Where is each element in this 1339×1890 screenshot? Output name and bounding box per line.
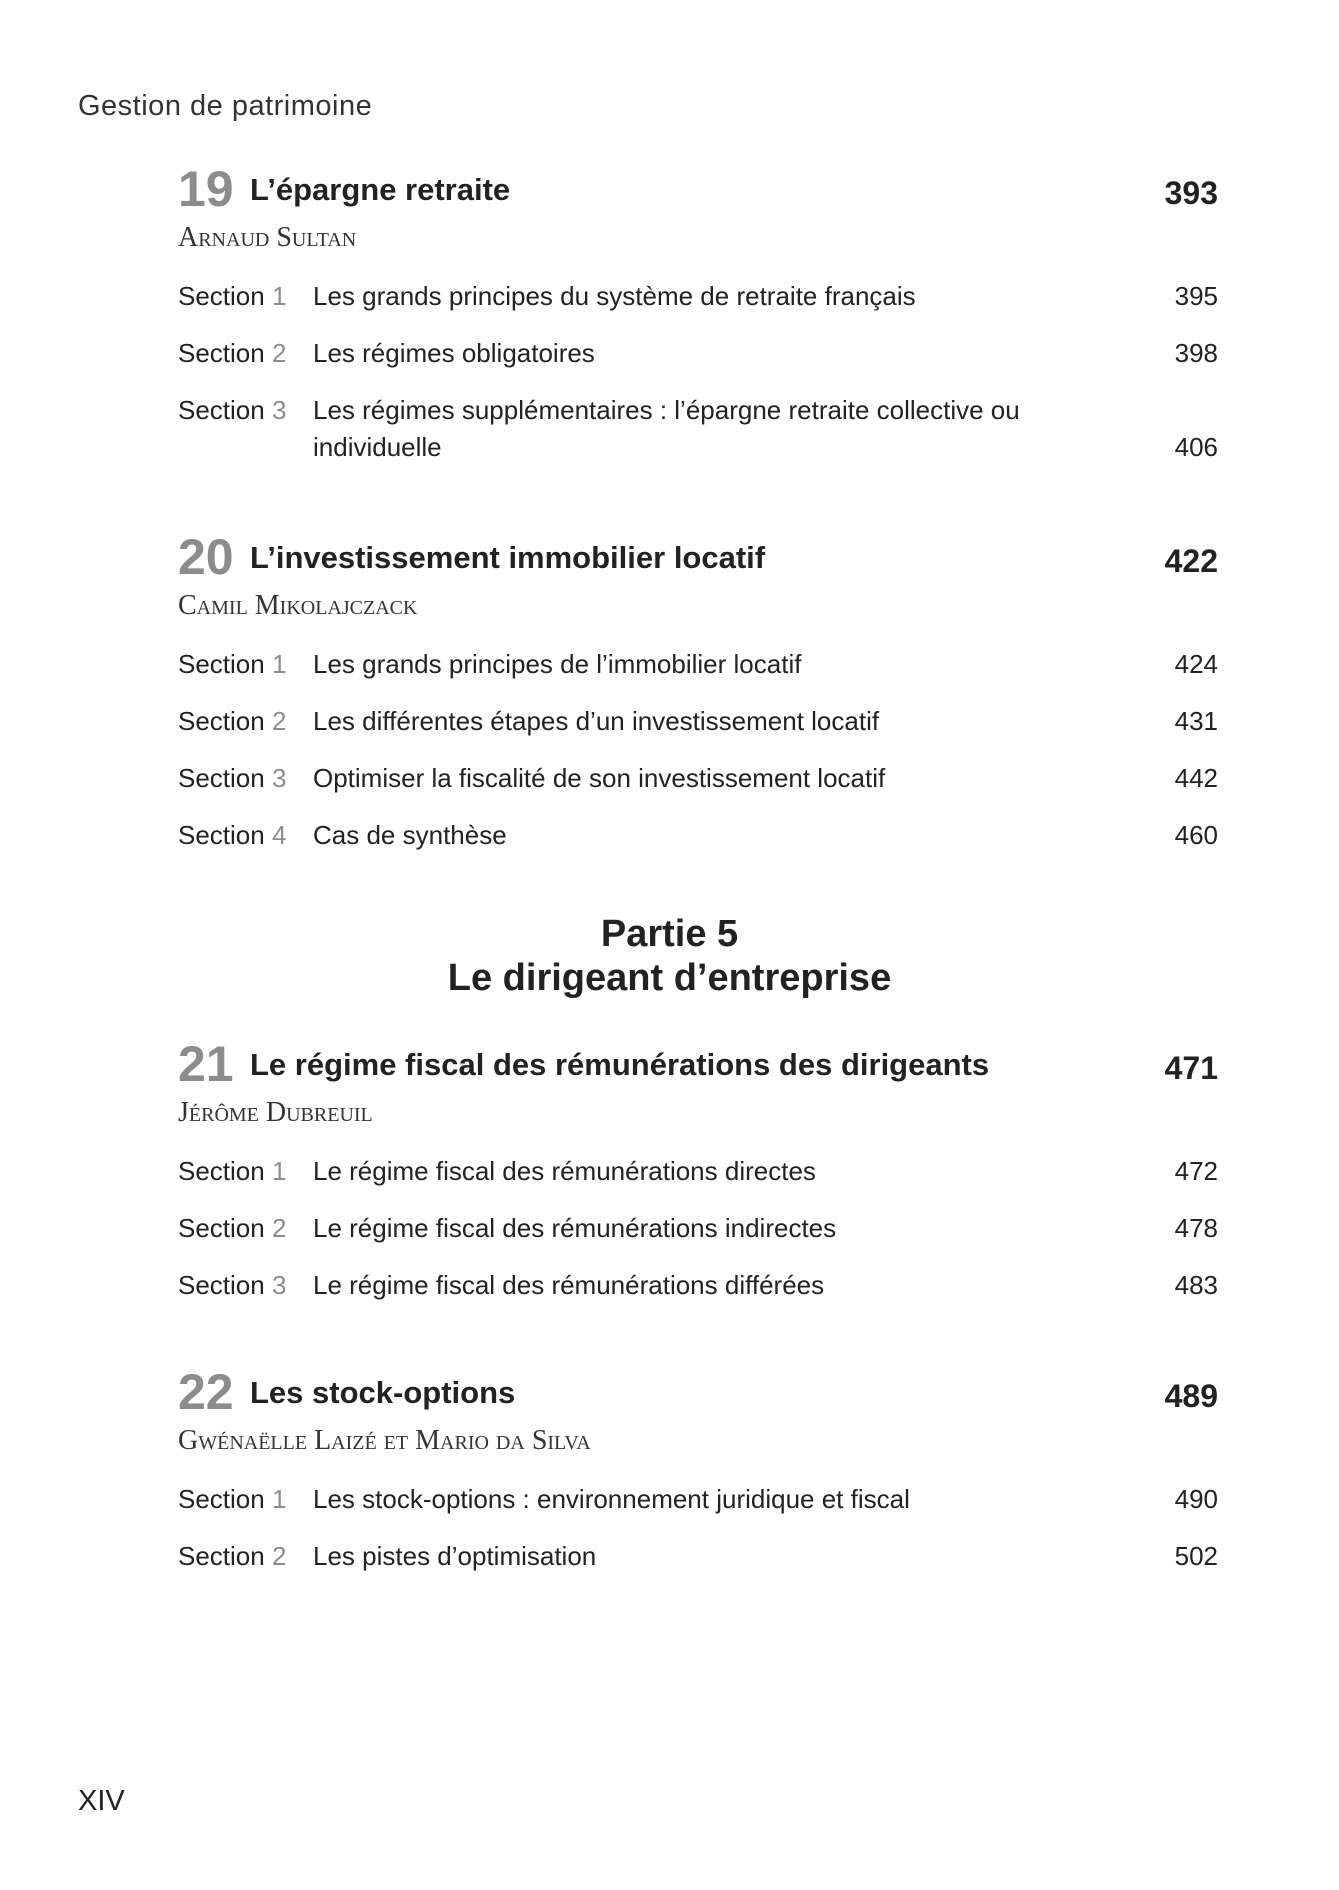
section-page-number: 398	[1174, 338, 1218, 368]
running-head: Gestion de patrimoine	[78, 90, 373, 122]
section-entry[interactable]	[178, 817, 1218, 854]
chapter-author: Arnaud Sultan	[178, 222, 357, 253]
chapter-title[interactable]: Le régime fiscal des rémunérations des dirigeants	[250, 1047, 990, 1082]
part-heading	[0, 912, 1339, 1000]
chapter-title[interactable]: L’épargne retraite	[250, 172, 511, 207]
chapter-title[interactable]: Les stock-options	[250, 1375, 516, 1410]
chapter-heading	[178, 160, 1218, 216]
section-page-number: 460	[1174, 820, 1218, 850]
section-page-number: 424	[1174, 649, 1218, 679]
section-title: Les régimes obligatoires	[313, 338, 595, 368]
page-folio: XIV	[78, 1785, 125, 1817]
section-title: Le régime fiscal des rémunérations directes	[313, 1156, 816, 1186]
section-entry[interactable]	[178, 278, 1218, 315]
section-entry[interactable]	[178, 335, 1218, 372]
chapter-number: 19	[178, 161, 234, 217]
chapter-page-number: 471	[1164, 1050, 1218, 1086]
section-label: Section 3	[178, 1270, 287, 1300]
chapter-author: Gwénaëlle Laizé et Mario da Silva	[178, 1425, 591, 1456]
section-page-number: 490	[1174, 1484, 1218, 1514]
chapter-page-number: 422	[1164, 543, 1218, 579]
section-entry[interactable]	[178, 1267, 1218, 1304]
section-label: Section 1	[178, 649, 287, 679]
chapter-heading	[178, 528, 1218, 584]
section-entry[interactable]	[178, 760, 1218, 797]
section-page-number: 483	[1174, 1270, 1218, 1300]
section-page-number: 442	[1174, 763, 1218, 793]
chapter-number: 20	[178, 529, 234, 585]
section-page-number: 406	[1174, 432, 1218, 462]
section-label: Section 3	[178, 763, 287, 793]
section-title: Les grands principes de l’immobilier locatif	[313, 649, 802, 679]
section-title: Les pistes d’optimisation	[313, 1541, 597, 1571]
section-entry[interactable]	[178, 703, 1218, 740]
section-page-number: 431	[1174, 706, 1218, 736]
section-label: Section 2	[178, 1213, 287, 1243]
chapter-20	[178, 528, 1218, 854]
section-entry[interactable]	[178, 1538, 1218, 1575]
chapter-page-number: 393	[1164, 175, 1218, 211]
section-page-number: 502	[1174, 1541, 1218, 1571]
section-title: Le régime fiscal des rémunérations différées	[313, 1270, 825, 1300]
chapter-number: 21	[178, 1036, 234, 1092]
chapter-author: Jérôme Dubreuil	[178, 1097, 373, 1128]
part-title: Le dirigeant d’entreprise	[447, 957, 892, 999]
section-title: Le régime fiscal des rémunérations indirectes	[313, 1213, 837, 1243]
chapter-19	[178, 160, 1218, 466]
section-label: Section 2	[178, 338, 287, 368]
section-label: Section 1	[178, 281, 287, 311]
section-label: Section 3	[178, 395, 287, 425]
section-page-number: 472	[1174, 1156, 1218, 1186]
section-title: Les grands principes du système de retraite français	[313, 281, 916, 311]
section-page-number: 395	[1174, 281, 1218, 311]
section-page-number: 478	[1174, 1213, 1218, 1243]
section-title: Optimiser la fiscalité de son investissement locatif	[313, 763, 886, 793]
section-title: Les stock-options : environnement juridique et fiscal	[313, 1484, 910, 1514]
section-entry[interactable]	[178, 1481, 1218, 1518]
chapter-22	[178, 1363, 1218, 1575]
chapter-title[interactable]: L’investissement immobilier locatif	[250, 540, 766, 575]
section-label: Section 2	[178, 1541, 287, 1571]
chapter-heading	[178, 1363, 1218, 1419]
section-label: Section 1	[178, 1484, 287, 1514]
section-entry[interactable]	[178, 392, 1218, 466]
chapter-number: 22	[178, 1364, 234, 1420]
section-entry[interactable]	[178, 1153, 1218, 1190]
section-entry[interactable]	[178, 646, 1218, 683]
section-title: Les régimes supplémentaires : l’épargne retraite collective ou individuelle	[313, 395, 1020, 462]
section-label: Section 2	[178, 706, 287, 736]
chapter-page-number: 489	[1164, 1378, 1218, 1414]
section-label: Section 4	[178, 820, 287, 850]
section-entry[interactable]	[178, 1210, 1218, 1247]
section-title: Les différentes étapes d’un investissement locatif	[313, 706, 880, 736]
section-label: Section 1	[178, 1156, 287, 1186]
part-label: Partie 5	[600, 913, 739, 955]
chapter-author: Camil Mikolajczack	[178, 590, 418, 621]
section-title: Cas de synthèse	[313, 820, 507, 850]
chapter-heading	[178, 1035, 1218, 1091]
chapter-21	[178, 1035, 1218, 1304]
